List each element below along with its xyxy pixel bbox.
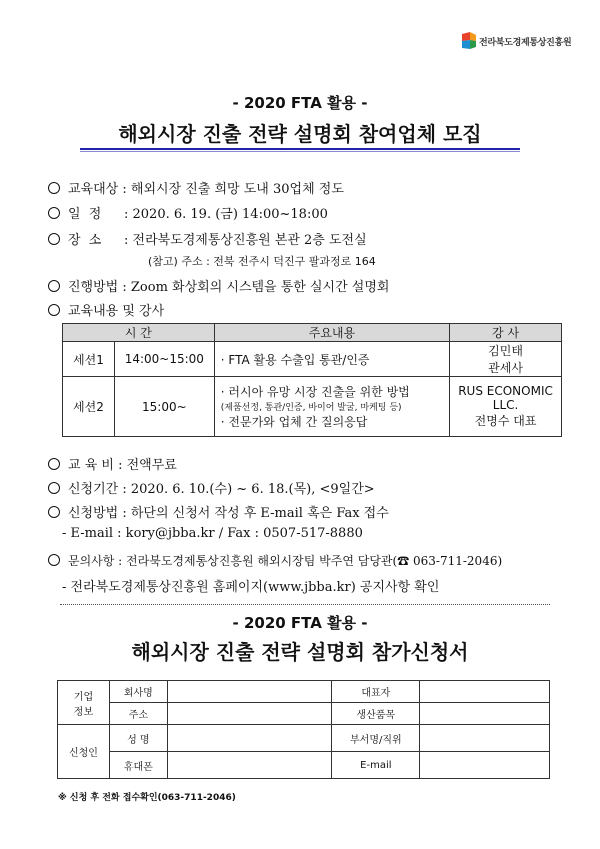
applicant-label: 신청인 bbox=[58, 725, 110, 779]
form-note: ※ 신청 후 전화 접수확인(063-711-2046) bbox=[58, 793, 236, 803]
session-content: · 러시아 유망 시장 진출을 위한 방법 (제품선정, 통관/인증, 바이어 발굴, 마케팅 등) · 전문가와 업체 간 질의응답 bbox=[214, 377, 449, 437]
item-content-heading: 교육내용 및 강사 bbox=[48, 300, 164, 319]
schedule-header-row bbox=[63, 324, 562, 342]
products-field[interactable] bbox=[420, 703, 550, 725]
header-content: 주요내용 bbox=[214, 324, 449, 342]
logo-text: 전라북도경제통상진흥원 bbox=[479, 37, 572, 48]
circle-bullet-icon bbox=[48, 233, 60, 245]
application-form-table bbox=[57, 680, 550, 779]
item-apply-method: 신청방법 : 하단의 신청서 작성 후 E-mail 혹은 Fax 접수 bbox=[48, 502, 389, 521]
item-method: 진행방법 : Zoom 화상회의 시스템을 통한 실시간 설명회 bbox=[48, 276, 389, 295]
name-label: 성 명 bbox=[109, 725, 167, 752]
header-speaker: 강 사 bbox=[450, 324, 562, 342]
circle-bullet-icon bbox=[48, 506, 60, 518]
announcement-subtitle: - 2020 FTA 활용 - bbox=[232, 94, 368, 112]
products-label: 생산품목 bbox=[332, 703, 420, 725]
email-field[interactable] bbox=[420, 752, 550, 779]
email-label: E-mail bbox=[332, 752, 420, 779]
form-row-address bbox=[58, 703, 550, 725]
form-row-company bbox=[58, 681, 550, 703]
session-content: · FTA 활용 수출입 통관/인증 bbox=[214, 342, 449, 377]
table-row bbox=[63, 342, 562, 377]
company-name-label: 회사명 bbox=[109, 681, 167, 703]
title-underline bbox=[80, 148, 520, 150]
company-name-field[interactable] bbox=[167, 681, 332, 703]
form-row-contact bbox=[58, 752, 550, 779]
address-field[interactable] bbox=[167, 703, 332, 725]
place-note: (참고) 주소 : 전북 전주시 덕진구 팔과정로 164 bbox=[148, 255, 376, 268]
dept-position-field[interactable] bbox=[420, 725, 550, 752]
title-underline-thin bbox=[80, 151, 520, 152]
header-time: 시 간 bbox=[63, 324, 215, 342]
schedule-table bbox=[62, 323, 562, 437]
item-schedule: 일 정 : 2020. 6. 19. (금) 14:00~18:00 bbox=[48, 203, 328, 222]
announcement-title: 해외시장 진출 전략 설명회 참여업체 모집 bbox=[118, 122, 482, 146]
item-place: 장 소 : 전라북도경제통상진흥원 본관 2층 도전실 bbox=[48, 229, 367, 248]
session-label: 세션1 bbox=[63, 342, 115, 377]
dept-position-label: 부서명/직위 bbox=[332, 725, 420, 752]
item-target: 교육대상 : 해외시장 진출 희망 도내 30업체 정도 bbox=[48, 178, 344, 197]
item-period: 신청기간 : 2020. 6. 10.(수) ~ 6. 18.(목), <9일간> bbox=[48, 478, 375, 497]
circle-bullet-icon bbox=[48, 482, 60, 494]
form-subtitle: - 2020 FTA 활용 - bbox=[232, 614, 368, 632]
circle-bullet-icon bbox=[48, 207, 60, 219]
session-speaker: RUS ECONOMIC LLC. 전명수 대표 bbox=[450, 377, 562, 437]
item-fee: 교 육 비 : 전액무료 bbox=[48, 454, 177, 473]
circle-bullet-icon bbox=[48, 182, 60, 194]
form-title: 해외시장 진출 전략 설명회 참가신청서 bbox=[131, 640, 469, 664]
item-inquiry: 문의사항 : 전라북도경제통상진흥원 해외시장팀 박주연 담당관(☎ 063-711-2046) bbox=[48, 552, 502, 569]
name-field[interactable] bbox=[167, 725, 332, 752]
circle-bullet-icon bbox=[48, 458, 60, 470]
website-line: - 전라북도경제통상진흥원 홈페이지(www.jbba.kr) 공지사항 확인 bbox=[62, 580, 440, 595]
ceo-label: 대표자 bbox=[332, 681, 420, 703]
section-divider bbox=[60, 604, 550, 605]
logo-mark-icon bbox=[462, 32, 476, 50]
session-speaker: 김민태 관세사 bbox=[450, 342, 562, 377]
circle-bullet-icon bbox=[48, 280, 60, 292]
table-row bbox=[63, 377, 562, 437]
circle-bullet-icon bbox=[48, 304, 60, 316]
circle-bullet-icon bbox=[48, 554, 60, 566]
session-time: 14:00~15:00 bbox=[114, 342, 214, 377]
session-label: 세션2 bbox=[63, 377, 115, 437]
company-info-label: 기업 정보 bbox=[58, 681, 110, 725]
mobile-field[interactable] bbox=[167, 752, 332, 779]
address-label: 주소 bbox=[109, 703, 167, 725]
agency-logo bbox=[462, 32, 571, 50]
mobile-label: 휴대폰 bbox=[109, 752, 167, 779]
session-time: 15:00~ bbox=[114, 377, 214, 437]
contact-line: - E-mail : kory@jbba.kr / Fax : 0507-517-8880 bbox=[62, 526, 363, 541]
ceo-field[interactable] bbox=[420, 681, 550, 703]
form-row-name bbox=[58, 725, 550, 752]
